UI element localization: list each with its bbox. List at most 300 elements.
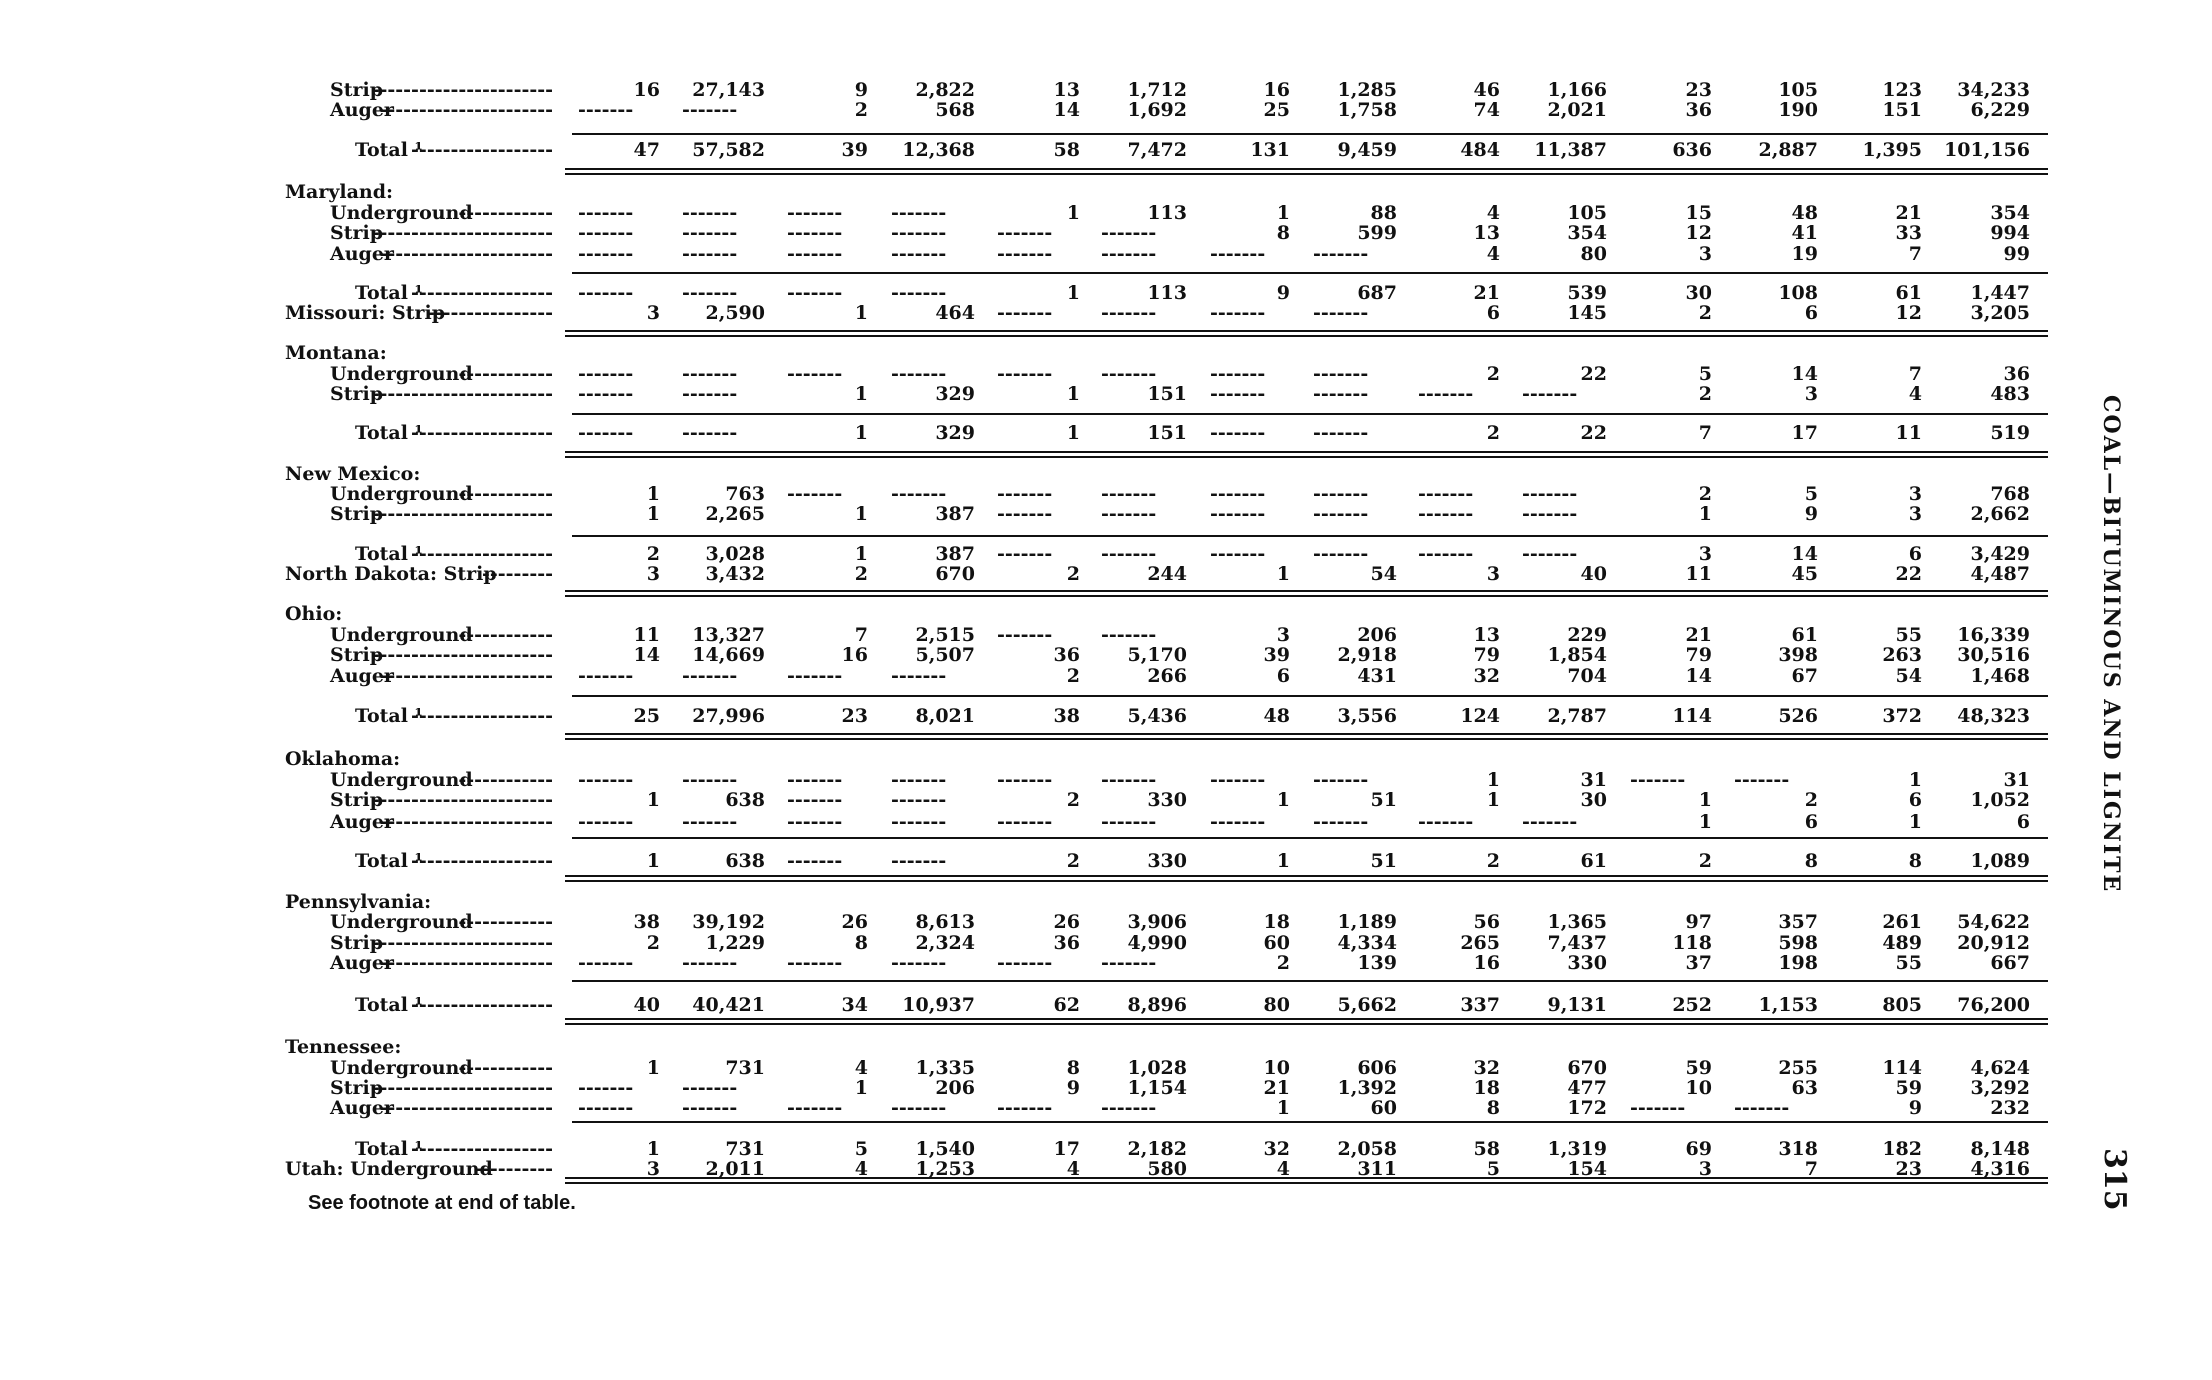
table-cell: 101,156 [1944,139,2030,161]
table-cell: 38 [633,911,660,933]
table-cell: 568 [935,99,975,121]
table-cell: 2,182 [1127,1138,1187,1160]
table-cell: 11 [633,624,660,646]
table-cell: 8 [1804,850,1818,872]
table-cell: 9 [1066,1077,1080,1099]
table-cell: 2 [1066,563,1080,585]
table-cell: 1,154 [1127,1077,1187,1099]
row-label: Maryland: [285,181,394,203]
table-cell: 6 [1804,811,1818,833]
table-cell: 16 [841,644,868,666]
table-cell: 114 [1672,705,1712,727]
table-cell: 14 [1053,99,1080,121]
total-row [0,995,2212,1015]
empty-cell-dashes: ------- [1313,543,1369,565]
table-cell: 1 [1276,563,1290,585]
empty-cell-dashes: ------- [787,363,843,385]
table-cell: 1 [1276,850,1290,872]
table-cell: 464 [935,302,975,324]
empty-cell-dashes: ------- [1210,769,1266,791]
table-cell: 38 [1053,705,1080,727]
empty-cell-dashes: ------- [891,202,947,224]
row-label: Underground [330,1057,473,1079]
row-label: Total ¹ [355,543,423,565]
table-cell: 45 [1791,563,1818,585]
table-cell: 1,692 [1127,99,1187,121]
table-cell: 57,582 [692,139,765,161]
table-cell: 14 [633,644,660,666]
table-cell: 2 [1486,422,1500,444]
table-cell: 139 [1357,952,1397,974]
table-cell: 4 [1276,1158,1290,1180]
dot-leader: ------------ [458,911,553,933]
table-cell: 387 [935,503,975,525]
table-cell: 2 [1698,302,1712,324]
table-cell: 13 [1473,624,1500,646]
dot-leader: ----------------------- [371,789,553,811]
table-row [0,933,2212,953]
table-cell: 3 [1908,503,1922,525]
table-row [0,1098,2212,1118]
table-cell: 3,429 [1970,543,2030,565]
row-label: Underground [330,911,473,933]
table-cell: 318 [1778,1138,1818,1160]
row-label: Tennessee: [285,1036,402,1058]
empty-cell-dashes: ------- [1734,1097,1790,1119]
empty-cell-dashes: ------- [1210,363,1266,385]
table-cell: 17 [1053,1138,1080,1160]
empty-cell-dashes: ------- [891,483,947,505]
empty-cell-dashes: ------- [682,1097,738,1119]
table-cell: 4 [1486,202,1500,224]
table-cell: 22 [1895,563,1922,585]
table-cell: 489 [1882,932,1922,954]
table-cell: 2 [854,99,868,121]
table-cell: 182 [1882,1138,1922,1160]
empty-cell-dashes: ------- [891,789,947,811]
empty-cell-dashes: ------- [787,222,843,244]
table-cell: 63 [1791,1077,1818,1099]
table-cell: 11,387 [1534,139,1607,161]
table-cell: 9,131 [1547,994,1607,1016]
table-cell: 108 [1778,282,1818,304]
table-cell: 60 [1370,1097,1397,1119]
table-cell: 23 [1895,1158,1922,1180]
dot-leader: ------------------ [411,139,553,161]
table-cell: 2 [646,932,660,954]
dot-leader: ------------------ [411,543,553,565]
table-cell: 539 [1567,282,1607,304]
row-label: Total ¹ [355,422,423,444]
table-cell: 67 [1791,665,1818,687]
dot-leader: ----------------------- [371,1077,553,1099]
table-cell: 8 [1276,222,1290,244]
state-row [0,1159,2212,1179]
empty-cell-dashes: ------- [1418,543,1474,565]
table-cell: 1,153 [1758,994,1818,1016]
row-label: New Mexico: [285,463,421,485]
empty-cell-dashes: ------- [1313,483,1369,505]
double-rule [565,335,2048,337]
empty-cell-dashes: ------- [1522,383,1578,405]
dot-leader: ------------------ [411,850,553,872]
table-cell: 768 [1990,483,2030,505]
empty-cell-dashes: ------- [1210,811,1266,833]
table-cell: 704 [1567,665,1607,687]
table-cell: 398 [1778,644,1818,666]
table-cell: 32 [1473,1057,1500,1079]
table-cell: 599 [1357,222,1397,244]
dot-leader: ---------------------- [379,243,553,265]
dot-leader: ------------ [458,483,553,505]
empty-cell-dashes: ------- [1210,302,1266,324]
empty-cell-dashes: ------- [1418,383,1474,405]
state-row [0,892,2212,912]
empty-cell-dashes: ------- [682,952,738,974]
table-cell: 244 [1147,563,1187,585]
empty-cell-dashes: ------- [1313,769,1369,791]
table-cell: 8,021 [915,705,975,727]
table-cell: 9 [1804,503,1818,525]
table-cell: 311 [1357,1158,1397,1180]
empty-cell-dashes: ------- [1313,811,1369,833]
table-row [0,484,2212,504]
table-row [0,80,2212,100]
table-cell: 1 [1276,1097,1290,1119]
table-cell: 354 [1990,202,2030,224]
table-cell: 670 [935,563,975,585]
table-cell: 33 [1895,222,1922,244]
table-cell: 36 [2003,363,2030,385]
table-cell: 337 [1460,994,1500,1016]
row-label: Montana: [285,342,387,364]
table-cell: 372 [1882,705,1922,727]
table-cell: 40,421 [692,994,765,1016]
row-label: Missouri: Strip [285,302,445,324]
empty-cell-dashes: ------- [578,1097,634,1119]
double-rule [565,595,2048,597]
table-cell: 79 [1685,644,1712,666]
table-cell: 9 [1908,1097,1922,1119]
table-cell: 80 [1580,243,1607,265]
empty-cell-dashes: ------- [787,811,843,833]
empty-cell-dashes: ------- [578,769,634,791]
table-cell: 9 [854,79,868,101]
table-cell: 1 [1486,789,1500,811]
row-label: Pennsylvania: [285,891,432,913]
table-cell: 3 [1486,563,1500,585]
table-cell: 330 [1147,789,1187,811]
table-cell: 151 [1147,422,1187,444]
empty-cell-dashes: ------- [1313,383,1369,405]
table-row [0,790,2212,810]
table-cell: 62 [1053,994,1080,1016]
table-cell: 2 [1804,789,1818,811]
table-cell: 1 [646,1057,660,1079]
table-cell: 22 [1580,363,1607,385]
table-cell: 16 [1473,952,1500,974]
table-cell: 59 [1685,1057,1712,1079]
table-cell: 1,712 [1127,79,1187,101]
table-cell: 3 [1276,624,1290,646]
empty-cell-dashes: ------- [891,769,947,791]
table-cell: 105 [1567,202,1607,224]
empty-cell-dashes: ------- [682,769,738,791]
table-cell: 2 [1698,383,1712,405]
table-cell: 3,292 [1970,1077,2030,1099]
empty-cell-dashes: ------- [997,363,1053,385]
table-cell: 12 [1685,222,1712,244]
table-cell: 636 [1672,139,1712,161]
row-label: Underground [330,483,473,505]
state-row [0,604,2212,624]
table-cell: 32 [1473,665,1500,687]
table-cell: 7,437 [1547,932,1607,954]
table-cell: 198 [1778,952,1818,974]
table-cell: 11 [1685,563,1712,585]
table-cell: 5,507 [915,644,975,666]
table-cell: 1,285 [1337,79,1397,101]
table-cell: 1,854 [1547,644,1607,666]
empty-cell-dashes: ------- [1313,363,1369,385]
table-cell: 5,436 [1127,705,1187,727]
total-row [0,851,2212,871]
table-cell: 1 [646,789,660,811]
row-label: Total ¹ [355,994,423,1016]
table-cell: 206 [935,1077,975,1099]
empty-cell-dashes: ------- [578,422,634,444]
empty-cell-dashes: ------- [1210,243,1266,265]
row-label: Strip [330,789,384,811]
double-rule [565,590,2048,592]
row-label: Total ¹ [355,705,423,727]
section-rule [572,272,2048,274]
table-cell: 2 [1066,850,1080,872]
table-cell: 805 [1882,994,1922,1016]
running-title-text: COAL—BITUMINOUS AND LIGNITE [2098,395,2124,894]
table-cell: 55 [1895,952,1922,974]
table-cell: 190 [1778,99,1818,121]
table-cell: 10,937 [902,994,975,1016]
table-cell: 16 [633,79,660,101]
empty-cell-dashes: ------- [787,665,843,687]
page-number [2097,1148,2134,1211]
table-row [0,1058,2212,1078]
table-cell: 31 [1580,769,1607,791]
table-cell: 519 [1990,422,2030,444]
table-cell: 1,089 [1970,850,2030,872]
empty-cell-dashes: ------- [578,811,634,833]
table-cell: 232 [1990,1097,2030,1119]
table-cell: 5 [1804,483,1818,505]
table-cell: 580 [1147,1158,1187,1180]
table-cell: 1,540 [915,1138,975,1160]
table-cell: 1 [1066,383,1080,405]
table-cell: 32 [1263,1138,1290,1160]
table-cell: 3 [646,563,660,585]
empty-cell-dashes: ------- [1101,769,1157,791]
table-cell: 2,822 [915,79,975,101]
table-cell: 206 [1357,624,1397,646]
table-row [0,625,2212,645]
table-cell: 47 [633,139,660,161]
row-label: Strip [330,222,384,244]
table-cell: 670 [1567,1057,1607,1079]
table-cell: 5 [1698,363,1712,385]
table-cell: 7,472 [1127,139,1187,161]
table-cell: 27,996 [692,705,765,727]
empty-cell-dashes: ------- [891,282,947,304]
table-cell: 16,339 [1957,624,2030,646]
table-cell: 34 [841,994,868,1016]
table-row [0,645,2212,665]
table-cell: 22 [1580,422,1607,444]
empty-cell-dashes: ------- [891,243,947,265]
dot-leader: ------------ [458,769,553,791]
table-cell: 7 [1908,363,1922,385]
table-cell: 3 [646,1158,660,1180]
row-label: Underground [330,363,473,385]
empty-cell-dashes: ------- [1210,422,1266,444]
empty-cell-dashes: ------- [682,363,738,385]
row-label: Underground [330,769,473,791]
empty-cell-dashes: ------- [891,363,947,385]
dot-leader: ----------------------- [371,383,553,405]
table-cell: 25 [1263,99,1290,121]
empty-cell-dashes: ------- [997,543,1053,565]
empty-cell-dashes: ------- [997,952,1053,974]
empty-cell-dashes: ------- [682,99,738,121]
double-rule [565,330,2048,332]
table-cell: 7 [1804,1158,1818,1180]
table-row [0,770,2212,790]
table-cell: 21 [1473,282,1500,304]
table-cell: 2 [1698,850,1712,872]
table-cell: 329 [935,383,975,405]
table-row [0,1078,2212,1098]
dot-leader: ---------------------- [379,811,553,833]
empty-cell-dashes: ------- [1101,302,1157,324]
table-cell: 27,143 [692,79,765,101]
table-cell: 69 [1685,1138,1712,1160]
dot-leader: ----------------------- [371,932,553,954]
table-cell: 5,170 [1127,644,1187,666]
table-cell: 30,516 [1957,644,2030,666]
empty-cell-dashes: ------- [787,850,843,872]
empty-cell-dashes: ------- [1522,543,1578,565]
table-cell: 252 [1672,994,1712,1016]
table-cell: 329 [935,422,975,444]
table-cell: 2,515 [915,624,975,646]
table-cell: 1 [1486,769,1500,791]
empty-cell-dashes: ------- [578,222,634,244]
table-cell: 1 [854,383,868,405]
table-cell: 54 [1895,665,1922,687]
table-cell: 1,189 [1337,911,1397,933]
table-cell: 731 [725,1057,765,1079]
empty-cell-dashes: ------- [1630,769,1686,791]
table-cell: 484 [1460,139,1500,161]
empty-cell-dashes: ------- [1101,543,1157,565]
table-cell: 2 [1066,789,1080,811]
table-row [0,504,2212,524]
table-cell: 34,233 [1957,79,2030,101]
total-row [0,544,2212,564]
state-row [0,303,2212,323]
table-cell: 4,487 [1970,563,2030,585]
table-cell: 2,011 [705,1158,765,1180]
table-cell: 1 [1276,202,1290,224]
double-rule [565,173,2048,175]
table-cell: 3,028 [705,543,765,565]
table-cell: 526 [1778,705,1818,727]
empty-cell-dashes: ------- [682,282,738,304]
table-cell: 30 [1685,282,1712,304]
table-cell: 8 [854,932,868,954]
table-cell: 14 [1685,665,1712,687]
table-row [0,203,2212,223]
empty-cell-dashes: ------- [997,243,1053,265]
table-row [0,953,2212,973]
table-cell: 21 [1895,202,1922,224]
table-cell: 124 [1460,705,1500,727]
table-cell: 1 [1066,202,1080,224]
empty-cell-dashes: ------- [1313,422,1369,444]
running-title [2090,395,2130,894]
row-label: Total ¹ [355,850,423,872]
empty-cell-dashes: ------- [682,202,738,224]
table-cell: 59 [1895,1077,1922,1099]
dot-leader: ------------ [458,1057,553,1079]
table-cell: 638 [725,789,765,811]
table-cell: 114 [1882,1057,1922,1079]
table-cell: 39,192 [692,911,765,933]
table-cell: 11 [1895,422,1922,444]
table-cell: 40 [633,994,660,1016]
table-cell: 154 [1567,1158,1607,1180]
row-label: Auger [330,665,394,687]
empty-cell-dashes: ------- [787,483,843,505]
empty-cell-dashes: ------- [997,222,1053,244]
empty-cell-dashes: ------- [1522,483,1578,505]
section-rule [572,1121,2048,1123]
table-cell: 14,669 [692,644,765,666]
table-cell: 1 [854,543,868,565]
table-row [0,912,2212,932]
row-label: Oklahoma: [285,748,401,770]
empty-cell-dashes: ------- [1418,483,1474,505]
table-cell: 357 [1778,911,1818,933]
table-cell: 4 [854,1057,868,1079]
table-cell: 6 [1804,302,1818,324]
table-cell: 763 [725,483,765,505]
table-row [0,100,2212,120]
dot-leader: ------------ [458,624,553,646]
table-cell: 25 [633,705,660,727]
table-cell: 3 [1908,483,1922,505]
table-cell: 97 [1685,911,1712,933]
row-label: Underground [330,624,473,646]
state-row [0,749,2212,769]
row-label: Auger [330,811,394,833]
table-cell: 172 [1567,1097,1607,1119]
empty-cell-dashes: ------- [1522,503,1578,525]
table-cell: 113 [1147,282,1187,304]
table-cell: 8,896 [1127,994,1187,1016]
table-cell: 1,447 [1970,282,2030,304]
table-cell: 9 [1276,282,1290,304]
page-number-text: 315 [2097,1148,2132,1211]
